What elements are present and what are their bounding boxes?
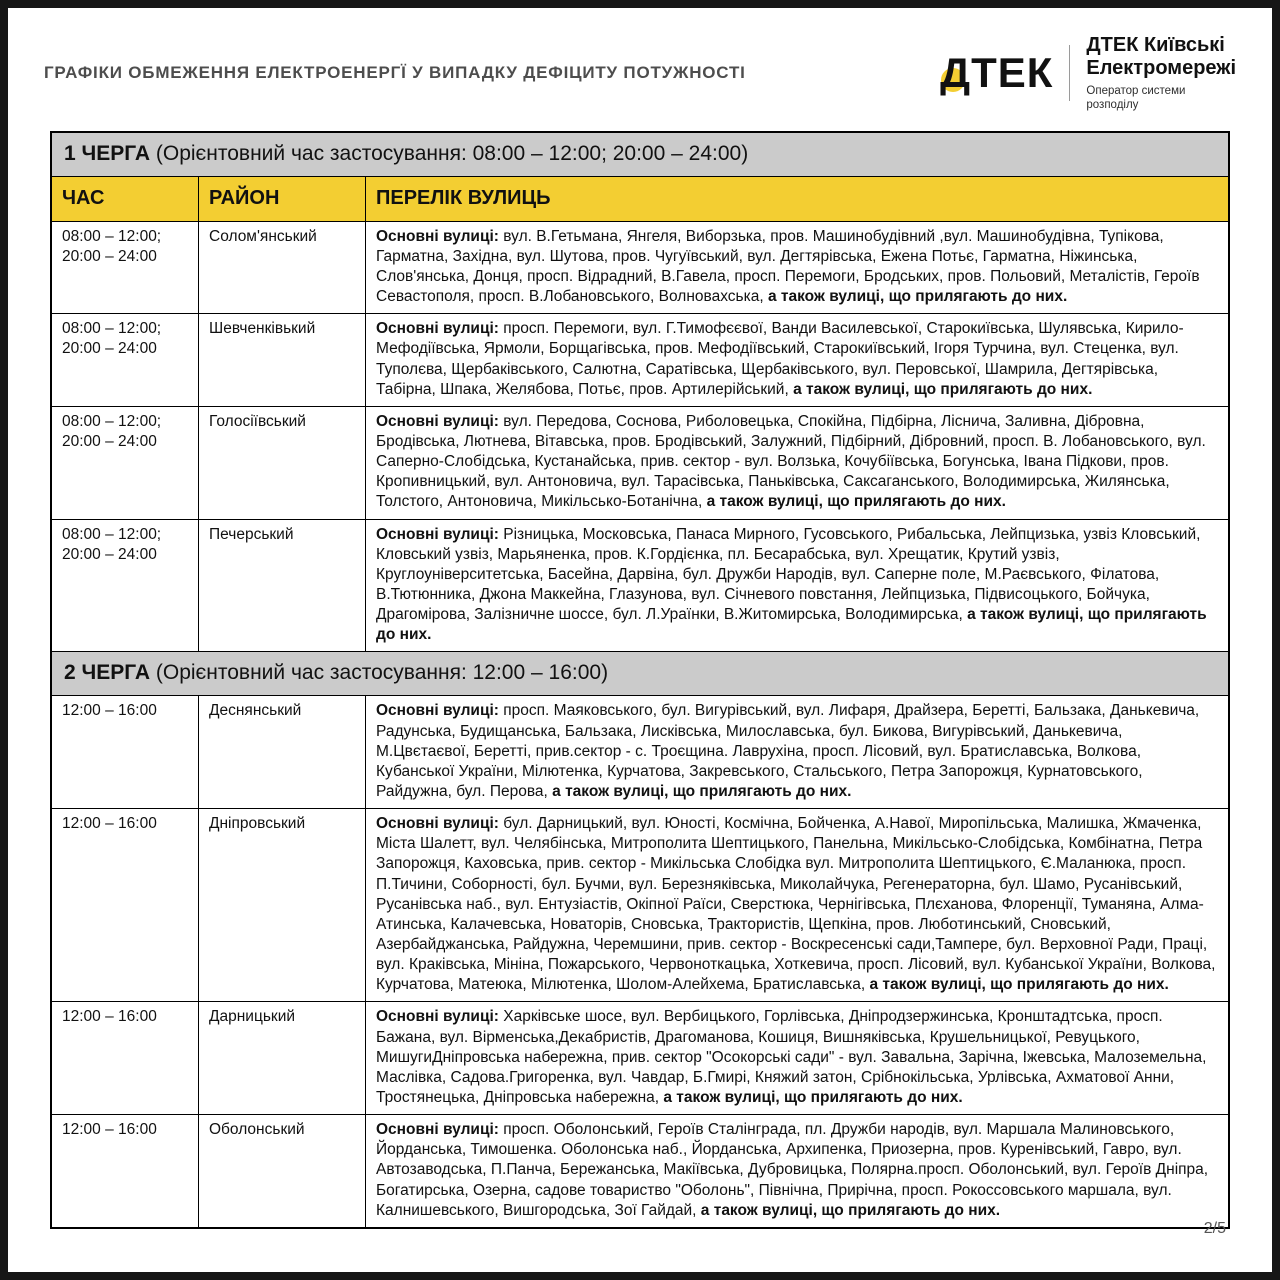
queue-time-note: (Орієнтовний час застосування: 08:00 – 12:00; 20:00 – 24:00) [150, 141, 749, 165]
cell-time: 08:00 – 12:00; 20:00 – 24:00 [52, 407, 199, 519]
streets-list: бул. Дарницький, вул. Юності, Космічна, Бойченка, А.Навої, Миропільська, Малишка, Жмаченка, Міста Шалетт, вул. Челябінська, Митрополита Шептицького, Панельна, Микільсько-Слобідська, Комбінатна, Петра Запорожця, Каховська, прив. сектор - Микільська Слобідка вул. Митрополита Шептицького, Є.Маланюка, просп. П.Тичини, Соборності, бул. Бучми, вул. Березняківська, Миколайчука, Регенераторна, бул. Шамо, Русанівський, Русанівська наб., вул. Ентузіастів, Окіпної Раїси, Сверстюка, Чернігівська, Плєханова, Флоренції, Туманяна, Алма-Атинська, Калачевська, Новаторів, Сновська, Трактористів, Щепкіна, пров. Люботинський, Сновський, Азербайджанська, Райдужна, Черемшини, прив. сектор - Воскресенські сади,Тампере, бул. Верховної Ради, Праці, вул. Краківська, Мініна, Пожарського, Червоноткацька, Хоткевича, просп. Лісовий, вул. Кубанської України, Волкова, Курчатова, Матеюка, Мілютенка, Шолом-Алейхема, Братиславська, [376, 815, 1216, 994]
queue-title: 2 ЧЕРГА [64, 661, 151, 685]
column-streets: ПЕРЕЛІК ВУЛИЦЬ [376, 186, 551, 209]
cell-time: 12:00 – 16:00 [52, 809, 199, 1001]
cell-time: 08:00 – 12:00; 20:00 – 24:00 [52, 520, 199, 652]
streets-bold-suffix: а також вулиці, що прилягають до них. [706, 493, 1006, 511]
queue-section-header [52, 652, 1228, 696]
cell-district: Печерський [199, 520, 366, 652]
logo-divider [1069, 45, 1070, 101]
table-row [52, 222, 1228, 315]
table-row [52, 1002, 1228, 1115]
cell-streets [366, 314, 1228, 406]
streets-bold-suffix: а також вулиці, що прилягають до них. [663, 1088, 963, 1106]
streets-label: Основні вулиці: [376, 227, 499, 245]
table-column-header [52, 177, 1228, 222]
dtek-wordmark: ДТЕК [940, 49, 1054, 97]
streets-label: Основні вулиці: [376, 702, 499, 720]
table-row [52, 809, 1228, 1002]
streets-list: просп. Оболонський, Героїв Сталінграда, пл. Дружби народів, вул. Маршала Малиновського, Йорданська, Тимошенка. Оболонська наб., Йорданська, Архипенка, Приозерна, пров. Куренівський, Гавро, вул. Автозаводська, П.Панча, Бережанська, Макіївська, Дубровицька, Полярна.просп. Оболонський, вул. Героїв Дніпра, Богатирська, Озерна, садове товариство "Оболонь", Північна, Прирічна, просп. Рокоссовського маршала, вул. Калнишевського, Вишгородська, Зої Гайдай, [376, 1121, 1209, 1219]
streets-label: Основні вулиці: [376, 1121, 499, 1139]
streets-bold-suffix: а також вулиці, що прилягають до них. [793, 380, 1093, 398]
streets-list: Харківське шосе, вул. Вербицького, Горлівська, Дніпродзержинська, Кронштадтська, просп. Бажана, вул. Вірменська,Декабристів, Драгоманова, Кошиця, Вишняківська, Крушельницької, Ревуцького, МишугиДніпровська набережна, прив. сектор "Осокорські сади" - вул. Завальна, Зарічна, Іжевська, Малоземельна, Маслівка, Садова.Григоренка, вул. Чавдар, Б.Гмирі, Княжий затон, Срібнокільська, Урлівська, Ахматової Анни, Тростянецька, Дніпровська набережна, [376, 1008, 1207, 1106]
streets-list: Різницька, Московська, Панаса Мирного, Гусовського, Рибальська, Лейпцизька, узвіз Кловський, Кловський узвіз, Марьяненка, пров. К.Гордієнка, пл. Бесарабська, вул. Хрещатик, Крутий узвіз, Круглоуніверситетська, Басейна, Дарвіна, бул. Дружби Народів, вул. Саперне поле, М.Раєвського, Філатова, В.Тютюнника, Джона Маккейна, Глазунова, вул. Січневого повстання, Лейпцизька, Підвисоцького, Бойчука, Драгомірова, Залізничне шоссе, бул. Л.Ураїнки, В.Житомирська, Володимирська, [376, 525, 1201, 624]
cell-streets [366, 520, 1228, 652]
column-time: ЧАС [52, 177, 199, 221]
cell-streets [366, 407, 1228, 519]
cell-streets [366, 222, 1228, 314]
cell-district: Дніпровський [199, 809, 366, 1001]
cell-district: Деснянський [199, 696, 366, 808]
cell-district: Солом'янський [199, 222, 366, 314]
cell-time: 12:00 – 16:00 [52, 1115, 199, 1227]
queue-time-note: (Орієнтовний час застосування: 12:00 – 16:00) [150, 661, 609, 685]
page-number: 2/5 [1203, 1220, 1226, 1237]
cell-streets [366, 1002, 1228, 1114]
logo-subtitle-line1: Оператор системи [1086, 85, 1186, 97]
schedule-table [50, 131, 1230, 1229]
table-row [52, 314, 1228, 407]
streets-bold-suffix: а також вулиці, що прилягають до них. [552, 782, 852, 800]
queue-title: 1 ЧЕРГА [64, 141, 151, 165]
table-row [52, 1115, 1228, 1227]
logo-company-block [1086, 34, 1236, 113]
cell-district: Голосіївський [199, 407, 366, 519]
logo-company-line2: Електромережі [1086, 57, 1236, 79]
top-header [8, 8, 1272, 127]
streets-bold-suffix: а також вулиці, що прилягають до них. [700, 1201, 1001, 1219]
cell-time: 08:00 – 12:00; 20:00 – 24:00 [52, 314, 199, 406]
logo-company-line1: ДТЕК Київські [1086, 34, 1225, 56]
cell-time: 12:00 – 16:00 [52, 1002, 199, 1114]
streets-list: вул. Передова, Соснова, Риболовецька, Спокійна, Підбірна, Ліснича, Заливна, Дібровна, Бродівська, Лютнева, Вітавська, пров. Бродівський, Залужний, Підбірний, Дібровний, просп. В. Лобановського, вул. Саперно-Слобідська, Кустанайська, прив. сектор - вул. Волзька, Кочубіївська, Богунська, Івана Підкови, пров. Кропивницький, вул. Антоновича, вул. Тарасівська, Паньківська, Саксаганського, Володимирська, Жилянська, Толстого, Антоновича, Микільсько-Ботанічна, [376, 412, 1206, 511]
streets-label: Основні вулиці: [376, 1008, 499, 1026]
table-row [52, 520, 1228, 653]
cell-streets [366, 809, 1228, 1001]
cell-streets [366, 696, 1228, 808]
cell-district: Шевченківький [199, 314, 366, 406]
cell-district: Оболонський [199, 1115, 366, 1227]
streets-bold-suffix: а також вулиці, що прилягають до них. [869, 976, 1169, 994]
cell-time: 08:00 – 12:00; 20:00 – 24:00 [52, 222, 199, 314]
cell-streets [366, 1115, 1228, 1227]
streets-label: Основні вулиці: [376, 412, 499, 430]
streets-bold-suffix: а також вулиці, що прилягають до них. [767, 288, 1068, 306]
streets-list: просп. Перемоги, вул. Г.Тимофєєвої, Ванди Василевської, Старокиївська, Шулявська, Кирило-Мефодіївська, Ярмоли, Борщагівська, пров. Мефодіївський, Старокиївський, Ігоря Турчина, вул. Стеценка, вул. Туполєва, Щербаківського, Салютна, Саратівська, Щербаківського, вул. Перовської, Шамрила, Дегтярівська, Табірна, Шпака, Желябова, Потьє, пров. Артилерійський, [376, 320, 1184, 398]
streets-list: вул. В.Гетьмана, Янгеля, Виборзька, пров. Машинобудівний ,вул. Машинобудівна, Тупікова, Гарматна, Західна, вул. Шутова, пров. Чугуївський, вул. Дегтярівська, Ежена Потьє, Гарматна, Ніжинська, Слов'янська, Донця, просп. Відрадний, В.Гавела, просп. Перемоги, Бродських, пров. Польовий, Металістів, Героїв Севастополя, просп. В.Лобановського, Волновахська, [376, 227, 1200, 306]
table-row [52, 696, 1228, 809]
column-district: РАЙОН [199, 177, 366, 221]
streets-list: просп. Маяковського, бул. Вигурівський, вул. Лифаря, Драйзера, Беретті, Бальзака, Данькевича, Радунська, Будищанська, Бальзака, Лисківська, Милославська, бул. Бикова, Вигурівський, Данькевича, М.Цвєтаєвої, Беретті, прив.сектор - с. Троєщина. Лаврухіна, просп. Лісовий, вул. Братиславська, Волкова, Кубанської України, Мілютенка, Курчатова, Закревського, Стальського, Петра Запорожця, Курнатовського, Райдужна, бул. Перова, [376, 702, 1200, 800]
streets-bold-suffix: а також вулиці, що прилягають до них. [376, 606, 1207, 644]
logo-subtitle-line2: розподілу [1086, 99, 1139, 112]
cell-time: 12:00 – 16:00 [52, 696, 199, 808]
streets-label: Основні вулиці: [376, 320, 499, 338]
table-row [52, 407, 1228, 520]
page-title: ГРАФІКИ ОБМЕЖЕННЯ ЕЛЕКТРОЕНЕРГЇ У ВИПАДКУ ДЕФІЦИТУ ПОТУЖНОСТІ [44, 63, 746, 83]
queue-section-header [52, 133, 1228, 177]
streets-label: Основні вулиці: [376, 525, 499, 543]
streets-label: Основні вулиці: [376, 815, 499, 833]
dtek-logo [940, 34, 1236, 113]
cell-district: Дарницький [199, 1002, 366, 1114]
